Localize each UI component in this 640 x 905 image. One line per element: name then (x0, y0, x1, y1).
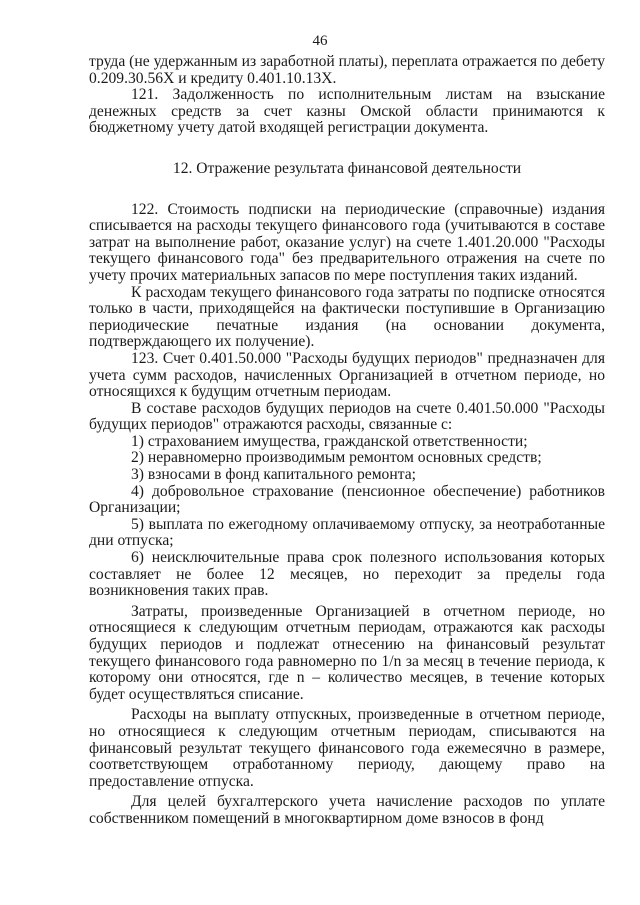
paragraph-repair-fund: Для целей бухгалтерского учета начисление расходов по уплате собственником помещений в многоквартирном доме взносов в фонд (89, 793, 605, 827)
page-number: 46 (312, 33, 328, 49)
section-title: 12. Отражение результата финансовой деятельности (172, 159, 522, 177)
document-body (89, 54, 605, 828)
paragraph-vacation: Расходы на выплату отпускных, произведенные в отчетном периоде, но относящиеся к следующим отчетным периодам, списываются на финансовый результат текущего финансового года ежемесячно в размере, соответствующем отработанному периоду, дающему право на предоставление отпуска. (89, 706, 605, 790)
paragraph-subscription: К расходам текущего финансового года затраты по подписке относятся только в части, приходящейся на фактически поступившие в Организацию периодические печатные издания (на основании документа, подтверждающего их получение). (89, 283, 605, 351)
paragraph-deferred-list-intro: В составе расходов будущих периодов на счете 0.401.50.000 "Расходы будущих периодов" отражаются расходы, связанные с: (89, 399, 605, 434)
paragraph-continuation: труда (не удержанным из заработной платы), переплата отражается по дебету 0.209.30.56Х и кредиту 0.401.10.13Х. (89, 53, 605, 87)
list-item: 3) взносами в фонд капитального ремонта; (131, 466, 416, 484)
list-item: 2) неравномерно производимым ремонтом основных средств; (131, 449, 542, 467)
paragraph-costs: Затраты, произведенные Организацией в отчетном периоде, но относящиеся к следующим отчетным периодам, отражаются как расходы будущих периодов и подлежат отнесению на финансовый результат текущего финансового года равномерно по 1/n за месяц в течение периода, к которому они относятся, где n – количество месяцев, в течение которых будет осуществляться списание. (89, 602, 605, 703)
list-item: 4) добровольное страхование (пенсионное обеспечение) работников Организации; (89, 482, 605, 517)
list-item: 6) неисключительные права срок полезного использования которых составляет не более 12 месяцев, но переходит за пределы года возникновения таких прав. (89, 549, 605, 600)
paragraph-121: 121. Задолженность по исполнительным листам на взыскание денежных средств за счет казны Омской области принимаются к бюджетному учету датой входящей регистрации документа. (89, 86, 605, 137)
paragraph-123: 123. Счет 0.401.50.000 "Расходы будущих периодов" предназначен для учета сумм расходов, начисленных Организацией в отчетном периоде, но относящихся к будущим отчетным периодам. (89, 349, 605, 401)
list-item: 1) страхованием имущества, гражданской ответственности; (131, 432, 528, 450)
paragraph-122: 122. Стоимость подписки на периодические (справочные) издания списывается на расходы текущего финансового года (учитываются в составе затрат на выполнение работ, оказание услуг) на счете 1.401.20.000 "Расходы текущего финансового года" без предварительного отражения на счете по учету прочих материальных запасов по мере поступления таких изданий. (89, 200, 605, 284)
list-item: 5) выплата по ежегодному оплачиваемому отпуску, за неотработанные дни отпуска; (89, 515, 605, 550)
